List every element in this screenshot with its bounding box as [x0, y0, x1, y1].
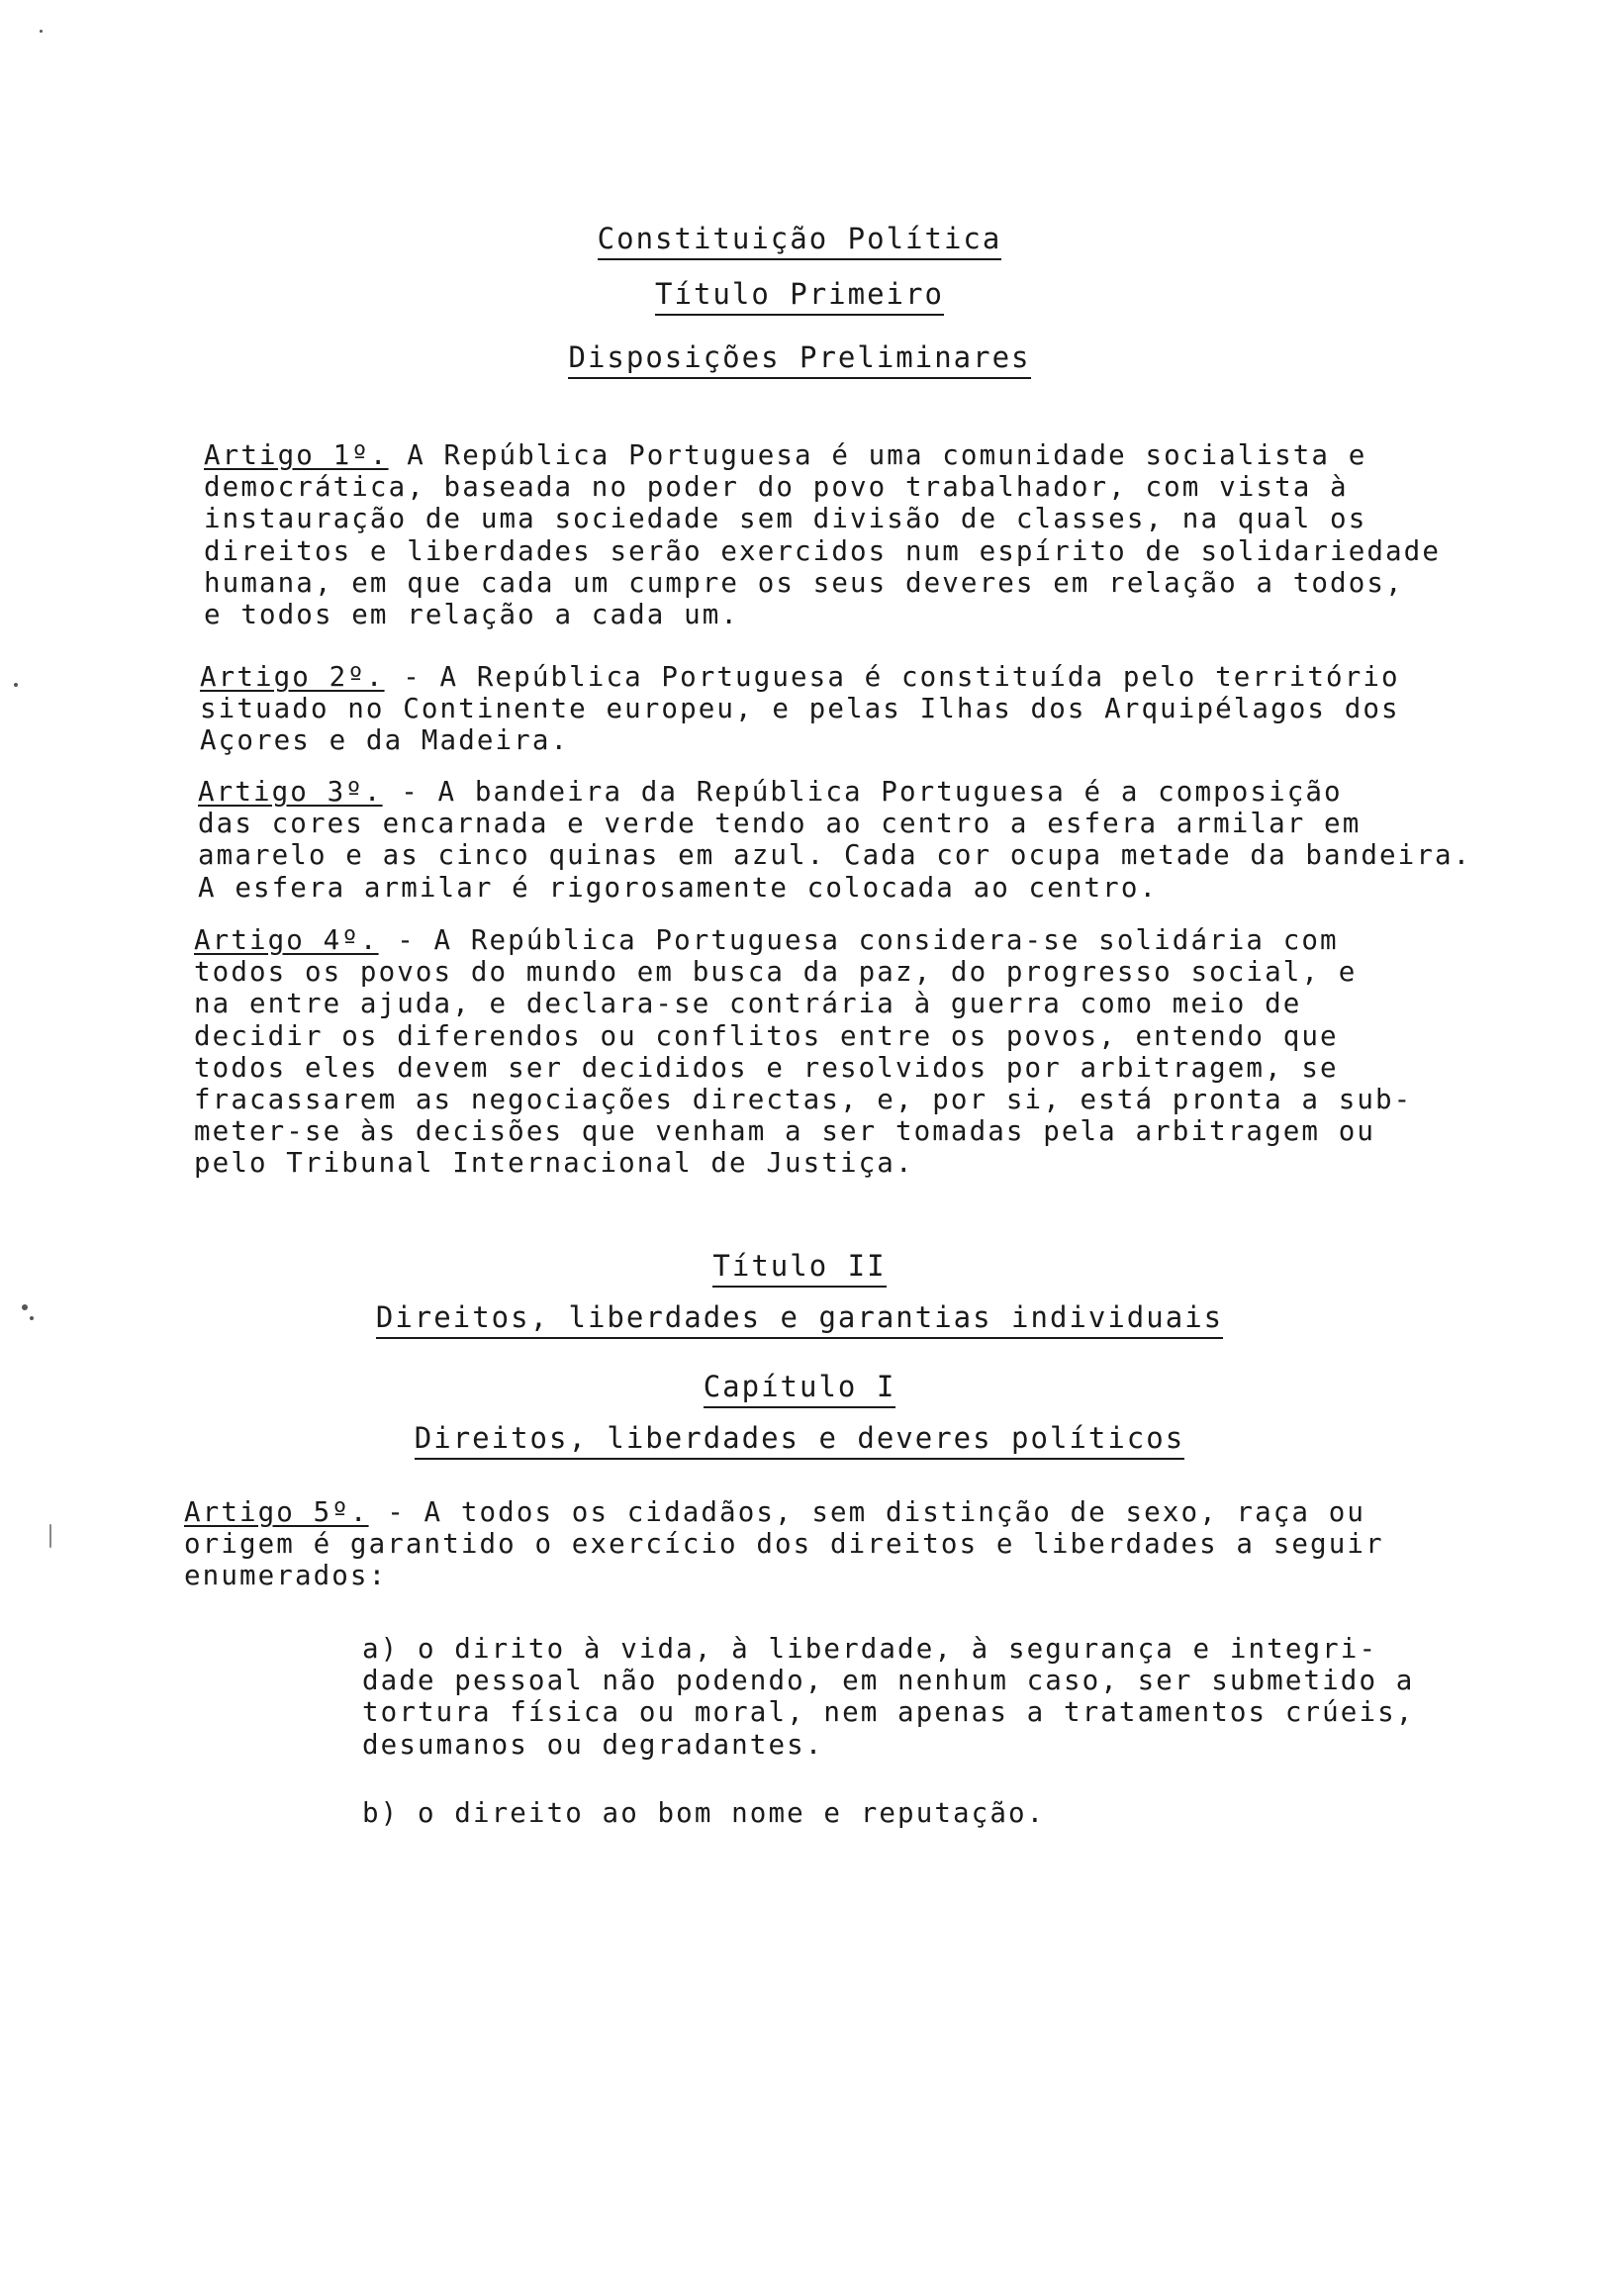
- article-5-item-a: a) o dirito à vida, à liberdade, à segurança e integri- dade pessoal não podendo, em nenhum caso, ser submetido a tortura física ou moral, nem apenas a tratamentos crúeis, desumanos ou degradantes.: [362, 1633, 1415, 1761]
- scan-speck: [14, 683, 18, 687]
- article-4: Artigo 4º. - A República Portuguesa considera-se solidária com todos os povos do mundo em busca da paz, do progresso social, e na entre ajuda, e declara-se contrária à guerra como meio de decidir os diferendos ou conflitos entre os povos, entendo que todos eles devem ser decididos e resolvidos por arbitragem, se fracassarem as negociações directas, e, por si, está pronta a sub- meter-se às decisões que venham a ser tomadas pela arbitragem ou pelo Tribunal Internacional de Justiça.: [194, 924, 1413, 1180]
- title-part-1-name: Disposições Preliminares: [0, 340, 1599, 374]
- scan-mark: [49, 1524, 51, 1548]
- article-label: Artigo 3º.: [198, 776, 383, 808]
- document-title: Constituição Política: [0, 222, 1599, 255]
- article-5-item-b: b) o direito ao bom nome e reputação.: [362, 1797, 1046, 1829]
- article-label: Artigo 5º.: [184, 1496, 369, 1528]
- article-1: Artigo 1º. A República Portuguesa é uma comunidade socialista e democrática, baseada no poder do povo trabalhador, com vista à instauração de uma sociedade sem divisão de classes, na qual os direitos e liberdades serão exercidos num espírito de solidariedade humana, em que cada um cumpre os seus deveres em relação a todos, e todos em relação a cada um.: [204, 439, 1441, 631]
- article-label: Artigo 1º.: [204, 439, 389, 471]
- title-part-2: Título II: [0, 1249, 1599, 1283]
- title-part-1: Título Primeiro: [0, 277, 1599, 311]
- chapter-1-name: Direitos, liberdades e deveres políticos: [0, 1421, 1599, 1455]
- article-5: Artigo 5º. - A todos os cidadãos, sem distinção de sexo, raça ou origem é garantido o exercício dos direitos e liberdades a seguir enumerados:: [184, 1496, 1384, 1592]
- article-label: Artigo 4º.: [194, 924, 379, 956]
- article-2: Artigo 2º. - A República Portuguesa é constituída pelo território situado no Continente europeu, e pelas Ilhas dos Arquipélagos dos Açores e da Madeira.: [200, 661, 1400, 757]
- title-part-2-name: Direitos, liberdades e garantias individuais: [0, 1300, 1599, 1334]
- article-3: Artigo 3º. - A bandeira da República Portuguesa é a composição das cores encarnada e verde tendo ao centro a esfera armilar em amarelo e as cinco quinas em azul. Cada cor ocupa metade da bandeira. A esfera armilar é rigorosamente colocada ao centro.: [198, 776, 1472, 904]
- chapter-1-title: Capítulo I: [0, 1370, 1599, 1403]
- scan-speck: [30, 1316, 34, 1320]
- article-label: Artigo 2º.: [200, 661, 385, 693]
- scan-speck: [22, 1304, 28, 1310]
- scan-speck: [40, 30, 43, 33]
